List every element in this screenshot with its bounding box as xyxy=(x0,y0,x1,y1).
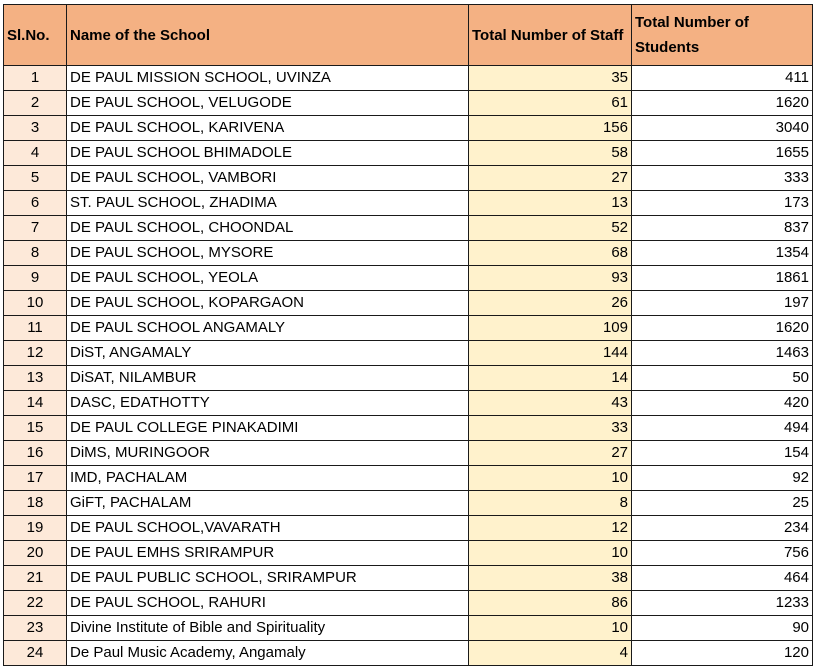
table-row xyxy=(4,491,813,516)
cell-sl-no: 7 xyxy=(4,216,67,241)
cell-school-name: DE PAUL SCHOOL, MYSORE xyxy=(67,241,469,266)
cell-sl-no: 13 xyxy=(4,366,67,391)
cell-school-name: DE PAUL SCHOOL, CHOONDAL xyxy=(67,216,469,241)
cell-total-students: 173 xyxy=(632,191,813,216)
cell-total-staff: 61 xyxy=(469,91,632,116)
cell-total-staff: 27 xyxy=(469,166,632,191)
cell-total-staff: 27 xyxy=(469,441,632,466)
cell-sl-no: 21 xyxy=(4,566,67,591)
table-row xyxy=(4,141,813,166)
table-row xyxy=(4,616,813,641)
table-row xyxy=(4,416,813,441)
cell-school-name: DE PAUL SCHOOL BHIMADOLE xyxy=(67,141,469,166)
header-row xyxy=(4,5,813,66)
header-school-name: Name of the School xyxy=(67,5,469,66)
cell-total-students: 3040 xyxy=(632,116,813,141)
cell-total-staff: 10 xyxy=(469,541,632,566)
cell-total-students: 1354 xyxy=(632,241,813,266)
table-row xyxy=(4,391,813,416)
cell-total-students: 411 xyxy=(632,66,813,91)
cell-school-name: IMD, PACHALAM xyxy=(67,466,469,491)
cell-school-name: DE PAUL SCHOOL,VAVARATH xyxy=(67,516,469,541)
header-sl-no: Sl.No. xyxy=(4,5,67,66)
cell-sl-no: 8 xyxy=(4,241,67,266)
cell-sl-no: 14 xyxy=(4,391,67,416)
table-row xyxy=(4,316,813,341)
cell-total-students: 1620 xyxy=(632,91,813,116)
cell-sl-no: 16 xyxy=(4,441,67,466)
cell-school-name: DiST, ANGAMALY xyxy=(67,341,469,366)
table-row xyxy=(4,566,813,591)
cell-total-students: 154 xyxy=(632,441,813,466)
cell-school-name: DE PAUL SCHOOL, KOPARGAON xyxy=(67,291,469,316)
cell-total-students: 464 xyxy=(632,566,813,591)
cell-total-students: 50 xyxy=(632,366,813,391)
header-total-students: Total Number of Students xyxy=(632,5,813,66)
cell-total-staff: 12 xyxy=(469,516,632,541)
cell-sl-no: 4 xyxy=(4,141,67,166)
table-row xyxy=(4,241,813,266)
cell-total-students: 756 xyxy=(632,541,813,566)
cell-school-name: DE PAUL SCHOOL ANGAMALY xyxy=(67,316,469,341)
cell-total-students: 1861 xyxy=(632,266,813,291)
cell-school-name: DE PAUL SCHOOL, VAMBORI xyxy=(67,166,469,191)
cell-sl-no: 18 xyxy=(4,491,67,516)
cell-total-students: 420 xyxy=(632,391,813,416)
cell-total-students: 1655 xyxy=(632,141,813,166)
table-row xyxy=(4,291,813,316)
cell-total-staff: 10 xyxy=(469,466,632,491)
cell-total-students: 92 xyxy=(632,466,813,491)
cell-total-students: 837 xyxy=(632,216,813,241)
cell-total-staff: 8 xyxy=(469,491,632,516)
cell-total-staff: 68 xyxy=(469,241,632,266)
table-row xyxy=(4,366,813,391)
table-row xyxy=(4,116,813,141)
cell-school-name: DE PAUL COLLEGE PINAKADIMI xyxy=(67,416,469,441)
cell-sl-no: 22 xyxy=(4,591,67,616)
table-row xyxy=(4,216,813,241)
cell-total-staff: 52 xyxy=(469,216,632,241)
cell-total-students: 333 xyxy=(632,166,813,191)
table-row xyxy=(4,341,813,366)
cell-total-staff: 38 xyxy=(469,566,632,591)
cell-total-students: 1620 xyxy=(632,316,813,341)
cell-sl-no: 1 xyxy=(4,66,67,91)
cell-school-name: DE PAUL SCHOOL, KARIVENA xyxy=(67,116,469,141)
cell-sl-no: 19 xyxy=(4,516,67,541)
cell-school-name: DE PAUL MISSION SCHOOL, UVINZA xyxy=(67,66,469,91)
cell-sl-no: 17 xyxy=(4,466,67,491)
cell-total-students: 120 xyxy=(632,641,813,666)
cell-sl-no: 20 xyxy=(4,541,67,566)
cell-total-staff: 93 xyxy=(469,266,632,291)
cell-total-students: 1463 xyxy=(632,341,813,366)
table-row xyxy=(4,191,813,216)
cell-total-staff: 10 xyxy=(469,616,632,641)
cell-school-name: ST. PAUL SCHOOL, ZHADIMA xyxy=(67,191,469,216)
table-row xyxy=(4,91,813,116)
cell-sl-no: 6 xyxy=(4,191,67,216)
cell-total-students: 234 xyxy=(632,516,813,541)
table-row xyxy=(4,591,813,616)
cell-total-staff: 13 xyxy=(469,191,632,216)
cell-sl-no: 5 xyxy=(4,166,67,191)
table-row xyxy=(4,66,813,91)
cell-school-name: DiSAT, NILAMBUR xyxy=(67,366,469,391)
cell-total-staff: 86 xyxy=(469,591,632,616)
cell-school-name: De Paul Music Academy, Angamaly xyxy=(67,641,469,666)
table-row xyxy=(4,441,813,466)
cell-total-staff: 4 xyxy=(469,641,632,666)
cell-sl-no: 11 xyxy=(4,316,67,341)
cell-total-staff: 156 xyxy=(469,116,632,141)
cell-total-students: 494 xyxy=(632,416,813,441)
table-row xyxy=(4,541,813,566)
cell-school-name: DiMS, MURINGOOR xyxy=(67,441,469,466)
cell-total-students: 1233 xyxy=(632,591,813,616)
table-row xyxy=(4,516,813,541)
schools-table xyxy=(3,4,813,666)
cell-total-staff: 144 xyxy=(469,341,632,366)
cell-sl-no: 2 xyxy=(4,91,67,116)
cell-school-name: DE PAUL PUBLIC SCHOOL, SRIRAMPUR xyxy=(67,566,469,591)
cell-total-staff: 26 xyxy=(469,291,632,316)
cell-school-name: GiFT, PACHALAM xyxy=(67,491,469,516)
table-row xyxy=(4,166,813,191)
cell-sl-no: 10 xyxy=(4,291,67,316)
header-total-staff: Total Number of Staff xyxy=(469,5,632,66)
cell-school-name: DE PAUL SCHOOL, YEOLA xyxy=(67,266,469,291)
cell-total-students: 90 xyxy=(632,616,813,641)
cell-school-name: DE PAUL SCHOOL, VELUGODE xyxy=(67,91,469,116)
cell-total-students: 197 xyxy=(632,291,813,316)
cell-total-staff: 35 xyxy=(469,66,632,91)
cell-sl-no: 15 xyxy=(4,416,67,441)
table-body xyxy=(4,66,813,666)
cell-total-staff: 43 xyxy=(469,391,632,416)
cell-sl-no: 3 xyxy=(4,116,67,141)
cell-sl-no: 9 xyxy=(4,266,67,291)
table-row xyxy=(4,266,813,291)
cell-total-staff: 14 xyxy=(469,366,632,391)
cell-sl-no: 12 xyxy=(4,341,67,366)
cell-sl-no: 23 xyxy=(4,616,67,641)
cell-total-staff: 109 xyxy=(469,316,632,341)
table-row xyxy=(4,641,813,666)
cell-sl-no: 24 xyxy=(4,641,67,666)
cell-total-staff: 58 xyxy=(469,141,632,166)
cell-total-staff: 33 xyxy=(469,416,632,441)
cell-school-name: DE PAUL EMHS SRIRAMPUR xyxy=(67,541,469,566)
cell-total-students: 25 xyxy=(632,491,813,516)
table-row xyxy=(4,466,813,491)
cell-school-name: DASC, EDATHOTTY xyxy=(67,391,469,416)
cell-school-name: Divine Institute of Bible and Spirituality xyxy=(67,616,469,641)
cell-school-name: DE PAUL SCHOOL, RAHURI xyxy=(67,591,469,616)
